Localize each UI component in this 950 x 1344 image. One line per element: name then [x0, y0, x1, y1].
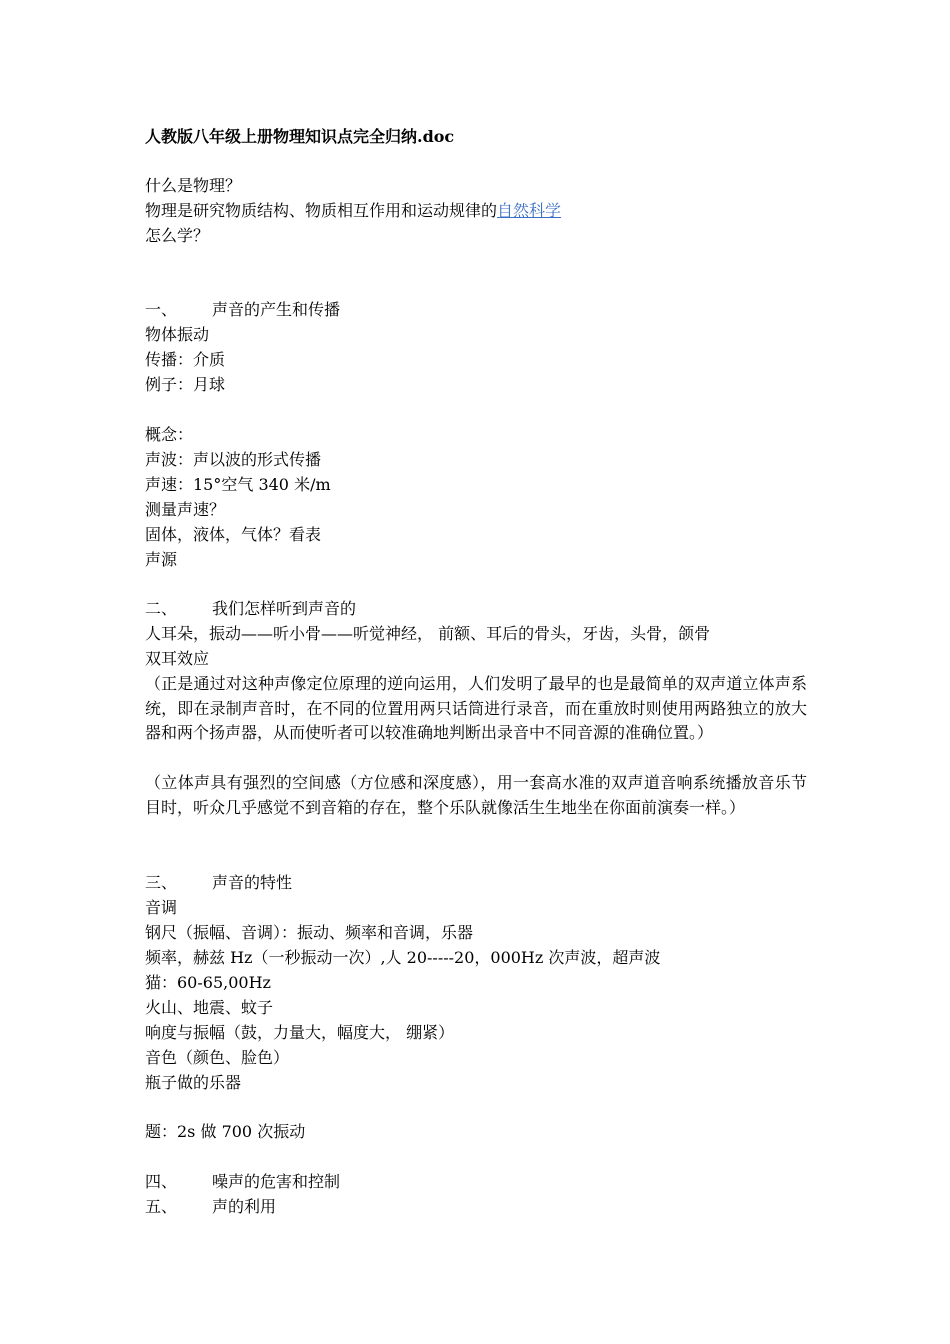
section-title: 声音的特性 [212, 873, 293, 892]
text-line: 瓶子做的乐器 [145, 1073, 242, 1092]
text-line: 物体振动 [145, 325, 210, 344]
section-heading-1 [145, 299, 340, 321]
text-line: 音色（颜色、脸色） [145, 1048, 290, 1067]
text-line: 测量声速？ [145, 500, 226, 519]
text-line: 响度与振幅（鼓，力量大，幅度大， 绷紧） [145, 1023, 455, 1042]
text-line: 火山、地震、蚊子 [145, 998, 274, 1017]
document-title: 人教版八年级上册物理知识点完全归纳.doc [145, 127, 455, 146]
text-line: 声源 [145, 550, 178, 569]
section-title: 噪声的危害和控制 [212, 1172, 341, 1191]
text-line: 概念： [145, 425, 194, 444]
section-number: 四、 [145, 1172, 178, 1191]
text-line: 音调 [145, 898, 178, 917]
definition-text: 物理是研究物质结构、物质相互作用和运动规律的 [145, 201, 498, 220]
exercise-question: 题：2s 做 700 次振动 [145, 1122, 306, 1141]
text-line: 频率，赫兹 Hz（一秒振动一次）,人 20-----20，000Hz 次声波，超声波 [145, 948, 661, 967]
section-number: 二、 [145, 599, 178, 618]
section-number: 一、 [145, 300, 178, 319]
text-line: 人耳朵，振动——听小骨——听觉神经， 前额、耳后的骨头，牙齿，头骨，颌骨 [145, 624, 711, 643]
section-title: 声音的产生和传播 [212, 300, 341, 319]
section-title: 声的利用 [212, 1197, 277, 1216]
section-number: 五、 [145, 1197, 178, 1216]
text-line: 例子：月球 [145, 375, 226, 394]
section-heading-3 [145, 872, 292, 894]
paragraph-stereo-effect: （立体声具有强烈的空间感（方位感和深度感），用一套高水准的双声道音响系统播放音乐节目时，听众几乎感觉不到音箱的存在，整个乐队就像活生生地坐在你面前演奏一样。） [145, 773, 807, 817]
section-title: 我们怎样听到声音的 [212, 599, 357, 618]
section-heading-2 [145, 598, 356, 620]
text-line: 钢尺（振幅、音调）：振动、频率和音调，乐器 [145, 923, 474, 942]
text-line: 固体，液体，气体？看表 [145, 525, 322, 544]
intro-question-how: 怎么学？ [145, 226, 210, 245]
text-line: 声波：声以波的形式传播 [145, 450, 322, 469]
intro-question-what: 什么是物理？ [145, 176, 242, 195]
section-heading-5 [145, 1196, 276, 1218]
natural-science-link[interactable]: 自然科学 [497, 201, 562, 220]
text-line: 声速：15°空气 340 米/m [145, 475, 331, 494]
section-heading-4 [145, 1171, 340, 1193]
intro-definition [145, 200, 561, 222]
text-line: 猫：60-65,00Hz [145, 973, 271, 992]
text-line: 双耳效应 [145, 649, 210, 668]
section-number: 三、 [145, 873, 178, 892]
text-line: 传播：介质 [145, 350, 226, 369]
paragraph-stereo-origin: （正是通过对这种声像定位原理的逆向运用，人们发明了最早的也是最简单的双声道立体声系统，即在录制声音时，在不同的位置用两只话筒进行录音，而在重放时则使用两路独立的放大器和两个扬声器，从而使听者可以较准确地判断出录音中不同音源的准确位置。） [145, 674, 807, 743]
